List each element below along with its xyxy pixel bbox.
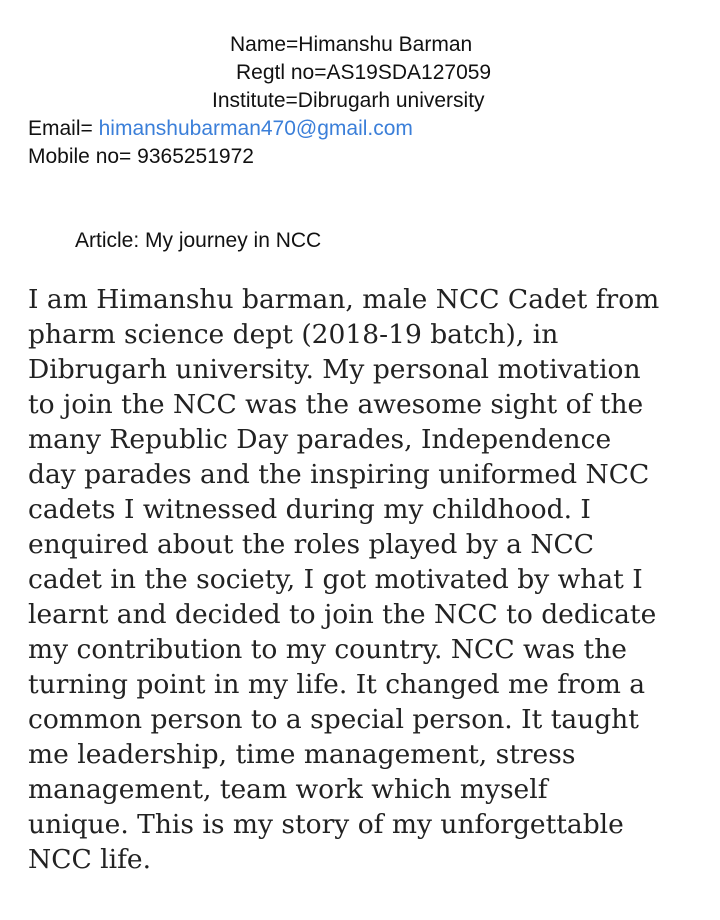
mobile-line: Mobile no= 9365251972 [28, 145, 254, 168]
article-line: to join the NCC was the awesome sight of the [28, 389, 644, 420]
article-line: common person to a special person. It taught [28, 704, 639, 735]
email-line [28, 115, 413, 143]
article-line: my contribution to my country. NCC was the [28, 634, 627, 665]
article-line: cadets I witnessed during my childhood. I [28, 494, 591, 525]
institute-line: Institute=Dibrugarh university [212, 89, 485, 112]
article-line: many Republic Day parades, Independence [28, 424, 612, 455]
article-line: enquired about the roles played by a NCC [28, 529, 595, 560]
name-line: Name=Himanshu Barman [230, 33, 473, 56]
article-line: cadet in the society, I got motivated by what I [28, 564, 643, 595]
article-line: day parades and the inspiring uniformed NCC [28, 459, 650, 490]
email-label: Email= [28, 117, 99, 140]
article-line: me leadership, time management, stress [28, 739, 576, 770]
article-line: learnt and decided to join the NCC to dedicate [28, 599, 657, 630]
registration-line: Regtl no=AS19SDA127059 [236, 61, 492, 84]
article-body [28, 282, 714, 877]
article-line: management, team work which myself [28, 774, 548, 805]
article-line: pharm science dept (2018-19 batch), in [28, 319, 559, 350]
article-line: NCC life. [28, 844, 152, 875]
article-line: I am Himanshu barman, male NCC Cadet from [28, 284, 660, 315]
email-link[interactable]: himanshubarman470@gmail.com [98, 117, 413, 140]
article-line: turning point in my life. It changed me from a [28, 669, 646, 700]
article-line: Dibrugarh university. My personal motivation [28, 354, 641, 385]
article-line: unique. This is my story of my unforgettable [28, 809, 624, 840]
article-title: Article: My journey in NCC [75, 229, 322, 252]
